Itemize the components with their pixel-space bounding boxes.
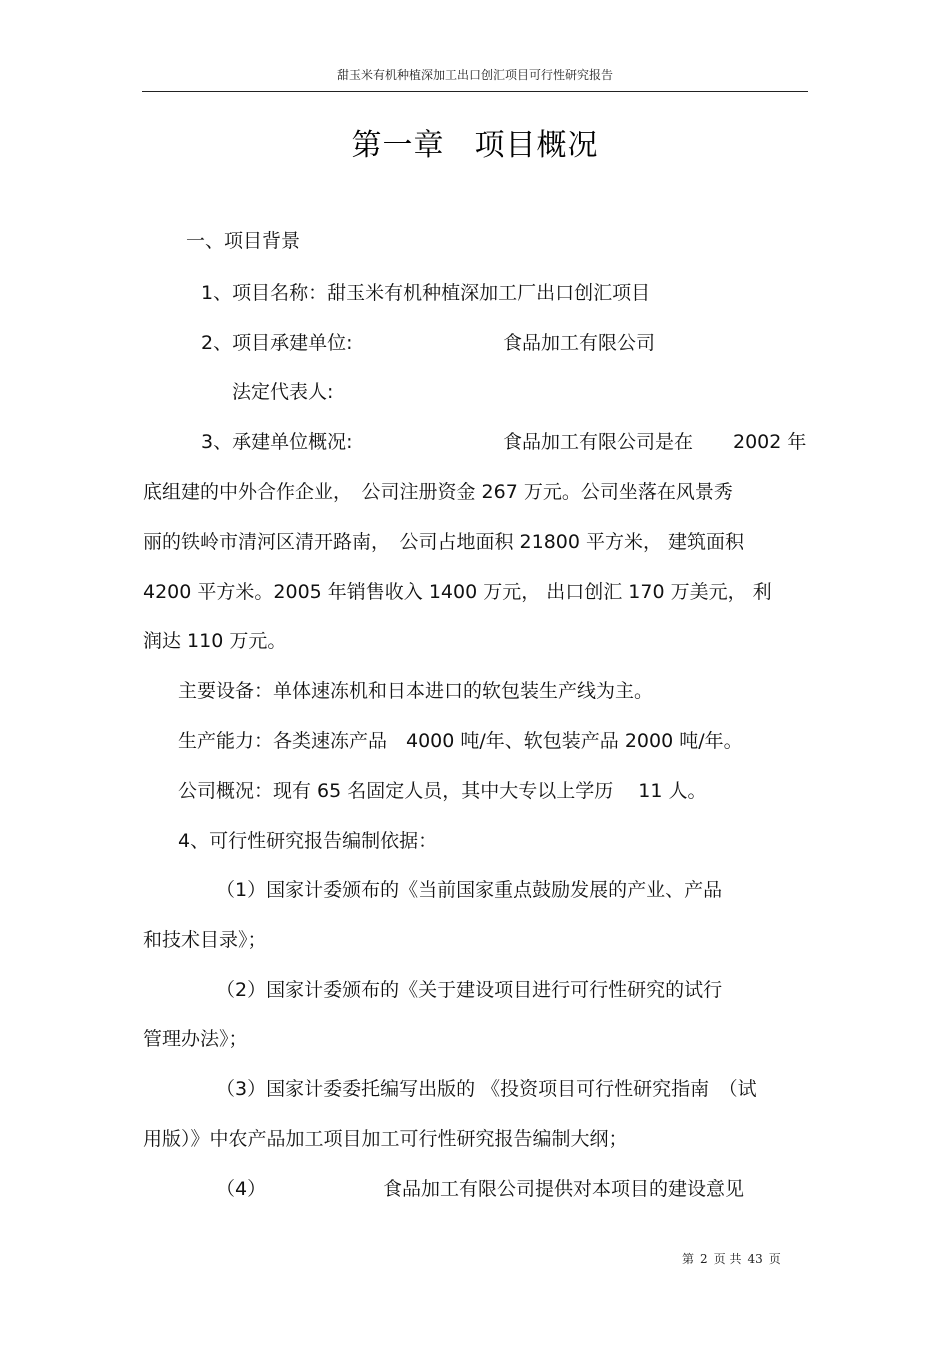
page-footer <box>682 1250 787 1267</box>
chapter-title <box>0 120 950 164</box>
overview-line-4: 4200 平方米。2005 年销售收入 1400 万元， 出口创汇 170 万美元， 利 <box>143 581 772 603</box>
footer-page-number: 2 <box>700 1252 708 1266</box>
footer-suffix: 页 <box>768 1252 781 1266</box>
company-overview: 公司概况：现有 65 名固定人员，其中大专以上学历 11 人。 <box>178 780 707 802</box>
overview-year: 2002 年 <box>733 431 807 453</box>
reference-2-line-2: 管理办法》； <box>143 1028 248 1050</box>
section-heading: 一、项目背景 <box>186 230 301 252</box>
basis-heading: 4、可行性研究报告编制依据： <box>178 830 438 852</box>
overview-line-3: 丽的铁岭市清河区清开路南， 公司占地面积 21800 平方米， 建筑面积 <box>143 531 745 553</box>
header-rule <box>142 91 808 92</box>
reference-3-line-2: 用版）》中农产品加工项目加工可行性研究报告编制大纲； <box>143 1128 628 1150</box>
running-header: 甜玉米有机种植深加工出口创汇项目可行性研究报告 <box>336 68 613 82</box>
reference-4-label: （4） <box>216 1178 267 1200</box>
overview-value: 食品加工有限公司是在 <box>503 431 694 453</box>
overview-line-2: 底组建的中外合作企业， 公司注册资金 267 万元。公司坐落在风景秀 <box>143 481 733 503</box>
footer-total-pages: 43 <box>747 1252 763 1266</box>
main-equipment: 主要设备：单体速冻机和日本进口的软包装生产线为主。 <box>178 680 654 702</box>
reference-2-line-1: （2）国家计委颁布的《关于建设项目进行可行性研究的试行 <box>216 979 723 1001</box>
reference-3-line-1: （3）国家计委委托编写出版的 《投资项目可行性研究指南 （试 <box>216 1078 757 1100</box>
project-name: 1、项目名称：甜玉米有机种植深加工厂出口创汇项目 <box>201 282 651 304</box>
legal-representative: 法定代表人: <box>232 381 334 403</box>
overview-line-5: 润达 110 万元。 <box>143 630 287 652</box>
footer-prefix: 第 <box>682 1252 695 1266</box>
chapter-name: 项目概况 <box>474 128 599 163</box>
builder-label: 2、项目承建单位: <box>201 332 353 354</box>
overview-label: 3、承建单位概况: <box>201 431 353 453</box>
reference-1-line-2: 和技术目录》； <box>143 929 267 951</box>
builder-value: 食品加工有限公司 <box>503 332 656 354</box>
production-capacity: 生产能力：各类速冻产品 4000 吨/年、软包装产品 2000 吨/年。 <box>178 730 743 752</box>
footer-mid: 页 共 <box>713 1252 742 1266</box>
chapter-number: 第一章 <box>351 128 445 163</box>
reference-1-line-1: （1）国家计委颁布的《当前国家重点鼓励发展的产业、产品 <box>216 879 723 901</box>
reference-4-value: 食品加工有限公司提供对本项目的建设意见 <box>383 1178 745 1200</box>
